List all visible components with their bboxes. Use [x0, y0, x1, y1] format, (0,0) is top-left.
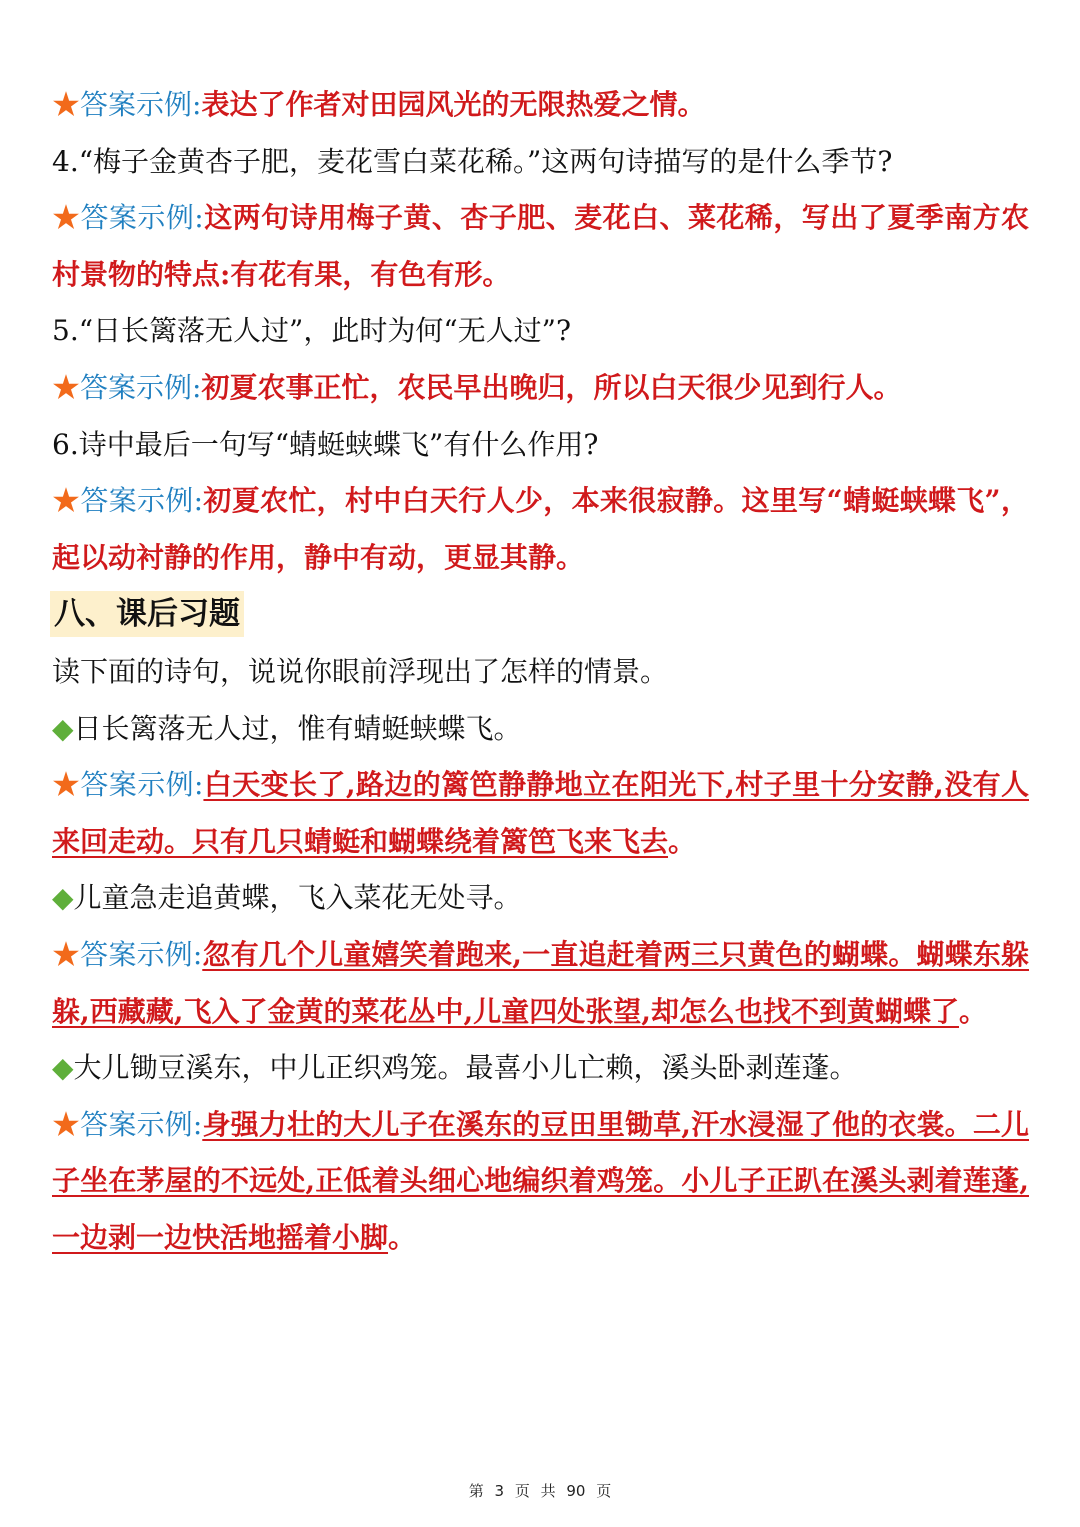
poem-text: 儿童急走追黄蝶，飞入菜花无处寻。: [73, 881, 522, 915]
answer-label: 答案示例:: [80, 1107, 203, 1141]
answer-example: [52, 473, 1029, 586]
answer-text: 初夏农忙，村中白天行人少，本来很寂静。这里写“蜻蜓蛱蝶飞”，起以动衬静的作用，静中有动，更显其静。: [52, 484, 1029, 574]
answer-example: [52, 757, 1029, 870]
section-title: 八、课后习题: [50, 591, 244, 637]
answer-label: 答案示例:: [80, 768, 204, 802]
section-heading: [52, 586, 1029, 644]
answer-text: 表达了作者对田园风光的无限热爱之情。: [201, 88, 706, 121]
answer-tail: 。: [959, 994, 988, 1028]
question: [52, 134, 1029, 191]
answer-example: [52, 190, 1029, 303]
star-icon: ★: [52, 484, 81, 518]
star-icon: ★: [52, 768, 81, 802]
answer-example: [52, 927, 1029, 1040]
question: [52, 417, 1029, 474]
star-icon: ★: [52, 937, 81, 971]
poem-text: 日长篱落无人过，惟有蜻蜓蛱蝶飞。: [73, 711, 522, 745]
star-icon: ★: [52, 370, 81, 404]
document-body: [52, 77, 1029, 1266]
answer-text: 这两句诗用梅子黄、杏子肥、麦花白、菜花稀，写出了夏季南方农村景物的特点:有花有果，有色有形。: [52, 201, 1029, 291]
star-icon: ★: [52, 201, 81, 235]
answer-text: 初夏农事正忙，农民早出晚归，所以白天很少见到行人。: [201, 370, 902, 404]
star-icon: ★: [52, 1107, 81, 1141]
answer-label: 答案示例:: [80, 88, 202, 121]
answer-label: 答案示例:: [80, 370, 202, 404]
answer-text: 身强力壮的大儿子在溪东的豆田里锄草,汗水浸湿了他的衣裳。二儿子坐在茅屋的不远处,正低着头细心地编织着鸡笼。小儿子正趴在溪头剥着莲蓬,一边剥一边快活地摇着小脚: [52, 1107, 1029, 1254]
diamond-bullet-icon: ◆: [52, 1051, 74, 1085]
answer-text: 白天变长了,路边的篱笆静静地立在阳光下,村子里十分安静,没有人来回走动。只有几只蜻蜓和蝴蝶绕着篱笆飞来飞去: [52, 768, 1029, 858]
answer-tail: 。: [668, 824, 697, 858]
answer-label: 答案示例:: [80, 201, 204, 235]
question-text: 读下面的诗句，说说你眼前浮现出了怎样的情景。: [52, 654, 669, 688]
answer-label: 答案示例:: [80, 937, 203, 971]
star-icon: ★: [52, 88, 81, 121]
answer-label: 答案示例:: [80, 484, 204, 518]
diamond-bullet-icon: ◆: [52, 881, 74, 915]
poem-line: [52, 870, 1029, 927]
poem-line: [52, 701, 1029, 758]
answer-tail: 。: [388, 1220, 417, 1254]
page-footer: 第 3 页 共 90 页: [468, 1482, 612, 1500]
question-text: 5.“日长篱落无人过”，此时为何“无人过”?: [52, 314, 571, 348]
answer-example: [52, 1097, 1029, 1267]
diamond-bullet-icon: ◆: [52, 711, 74, 745]
question: [52, 644, 1029, 701]
question-text: 6.诗中最后一句写“蜻蜓蛱蝶飞”有什么作用?: [52, 427, 599, 461]
question-text: 4.“梅子金黄杏子肥，麦花雪白菜花稀。”这两句诗描写的是什么季节?: [52, 144, 893, 178]
poem-text: 大儿锄豆溪东，中儿正织鸡笼。最喜小儿亡赖，溪头卧剥莲蓬。: [73, 1051, 858, 1085]
answer-example: [52, 360, 1029, 417]
question: [52, 303, 1029, 360]
poem-line: [52, 1040, 1029, 1097]
answer-example: [52, 77, 1029, 134]
answer-text: 忽有几个儿童嬉笑着跑来,一直追赶着两三只黄色的蝴蝶。蝴蝶东躲躲,西藏藏,飞入了金黄的菜花丛中,儿童四处张望,却怎么也找不到黄蝴蝶了: [52, 937, 1029, 1028]
